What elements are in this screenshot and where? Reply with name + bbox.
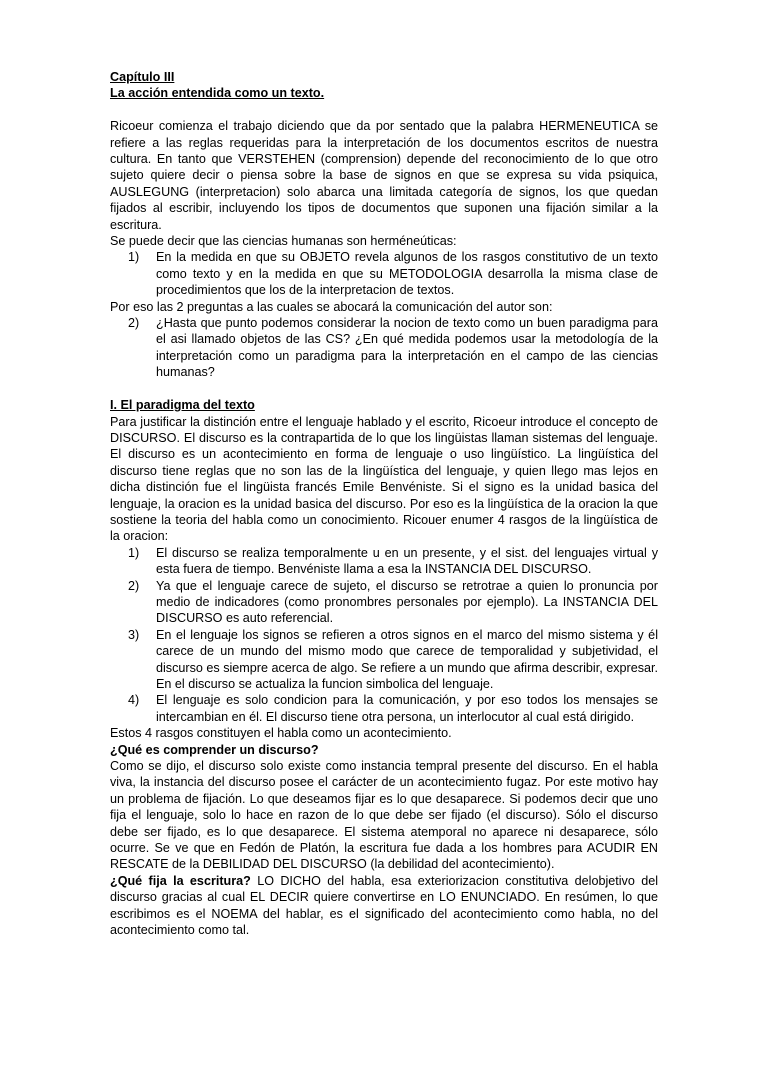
list-number: 4) xyxy=(128,693,140,708)
section3-paragraph xyxy=(110,873,658,939)
list-text: El discurso se realiza temporalmente u en un presente, y el sist. del lenguajes virtual y esta fuera de tiempo. Benvéniste llama a esa la INSTANCIA DEL DISCURSO. xyxy=(156,545,658,577)
spacer xyxy=(110,381,658,397)
chapter-subtitle: La acción entendida como un texto. xyxy=(110,86,325,101)
list-item xyxy=(110,249,658,298)
document-page xyxy=(110,69,658,939)
list-number: 1) xyxy=(128,250,140,265)
list-number: 2) xyxy=(128,578,140,593)
list-item xyxy=(110,545,658,578)
list-item xyxy=(110,692,658,725)
section3-question: ¿Qué fija la escritura? xyxy=(110,873,251,888)
list-text: ¿Hasta que punto podemos considerar la nocion de texto como un buen paradigma para el asi llamado objetos de las CS? ¿En qué medida podemos usar la metodología de la interpretación como un paradigma para la interpretación en el campo de las ciencias humanas? xyxy=(156,316,658,380)
intro-list-2 xyxy=(110,315,658,381)
list-text: En la medida en que su OBJETO revela algunos de los rasgos constitutivo de un texto como texto y en la medida en que su METODOLOGIA desarrolla la misma clase de procedimientos que los de la interpretacion de textos. xyxy=(156,250,658,298)
section1-paragraph: Para justificar la distinción entre el lenguaje hablado y el escrito, Ricoeur introduce el concepto de DISCURSO. El discurso es la contrapartida de lo que los lingüistas llaman sistemas del lenguaje. El discurso es un acontecimiento en forma de lenguaje o uso lingüístico. La lingüística del discurso tiene reglas que no son las de la lingüística del lenguaje, y quien llego mas lejos en dicha distinción fue el lingüista francés Emile Benvéniste. Si el signo es la unidad basica del lenguaje, la oracion es la unidad basica del discurso. Por eso es la lingüística de la oracion la que sostiene la teoria del habla como un conocimiento. Ricouer enumer 4 rasgos de la lingüística de la oracion: xyxy=(110,414,658,544)
traits-summary: Estos 4 rasgos constituyen el habla como un acontecimiento. xyxy=(110,726,452,741)
chapter-title: Capítulo III xyxy=(110,70,175,84)
spacer xyxy=(110,102,658,118)
section2-paragraph: Como se dijo, el discurso solo existe como instancia tempral presente del discurso. En el habla viva, la instancia del discurso posee el carácter de un acontecimiento fugaz. Por este motivo hay un problema de fijación. Lo que deseamos fijar es lo que desaparece. Si podemos decir que uno fija el lenguaje, solo lo hace en razon de lo que debe ser fijado (el discurso). Sólo el discurso debe ser fijado, es lo que desaparece. El sistema atemporal no aparece ni desaparece, sólo ocurre. Se ve que en Fedón de Platón, la escritura fue dada a los hombres para ACUDIR EN RESCATE de la DEBILIDAD DEL DISCURSO (la debilidad del acontecimiento). xyxy=(110,759,658,872)
intro-paragraph: Ricoeur comienza el trabajo diciendo que da por sentado que la palabra HERMENEUTICA se refiere a las reglas requeridas para la interpretación de los documentos escritos de nuestra cultura. En tanto que VERSTEHEN (comprension) depende del reconocimiento de lo que otro sujeto quiere decir o piensa sobre la base de signos en que se expresa su vida psiquica, AUSLEGUNG (interpretacion) solo abarca una limitada categoría de signos, los que quedan fijados al escribir, incluyendo los tipos de documentos que suponen una fijación similar a la escritura. xyxy=(110,119,658,232)
section2-heading: ¿Qué es comprender un discurso? xyxy=(110,742,319,757)
list-number: 3) xyxy=(128,627,140,642)
list-text: En el lenguaje los signos se refieren a otros signos en el marco del mismo sistema y él carece de un mundo del mismo modo que carece de temporalidad y subjetividad, el discurso es siempre acerca de algo. Se refiere a un mundo que afirma describir, expresar. En el discurso se actualiza la funcion simbolica del lenguaje. xyxy=(156,627,658,691)
list-number: 2) xyxy=(128,316,140,331)
list-number: 1) xyxy=(128,545,140,560)
intro-list-1 xyxy=(110,249,658,298)
list-text: Ya que el lenguaje carece de sujeto, el discurso se retrotrae a quien lo pronuncia por medio de indicadores (como pronombres personales por ejemplo). La INSTANCIA DEL DISCURSO es auto referencial. xyxy=(156,578,658,626)
list-item xyxy=(110,315,658,381)
list-text: El lenguaje es solo condicion para la comunicación, y por eso todos los mensajes se intercambian en él. El discurso tiene otra persona, un interlocutor al cual está dirigido. xyxy=(156,693,658,724)
intro-statement: Se puede decir que las ciencias humanas son herméneúticas: xyxy=(110,234,457,249)
section3-answer: LO DICHO del habla, esa exteriorizacion constitutiva delobjetivo del discurso gracias al cual EL DECIR quiere convertirse en LO ENUNCIADO. En resúmen, lo que escribimos es el NOEMA del hablar, es el significado del acontecimiento como habla, no del acontecimiento como tal. xyxy=(110,873,659,938)
traits-list xyxy=(110,545,658,725)
questions-lead: Por eso las 2 preguntas a las cuales se abocará la comunicación del autor son: xyxy=(110,299,553,314)
list-item xyxy=(110,627,658,693)
list-item xyxy=(110,578,658,627)
section1-heading: I. El paradigma del texto xyxy=(110,398,255,413)
